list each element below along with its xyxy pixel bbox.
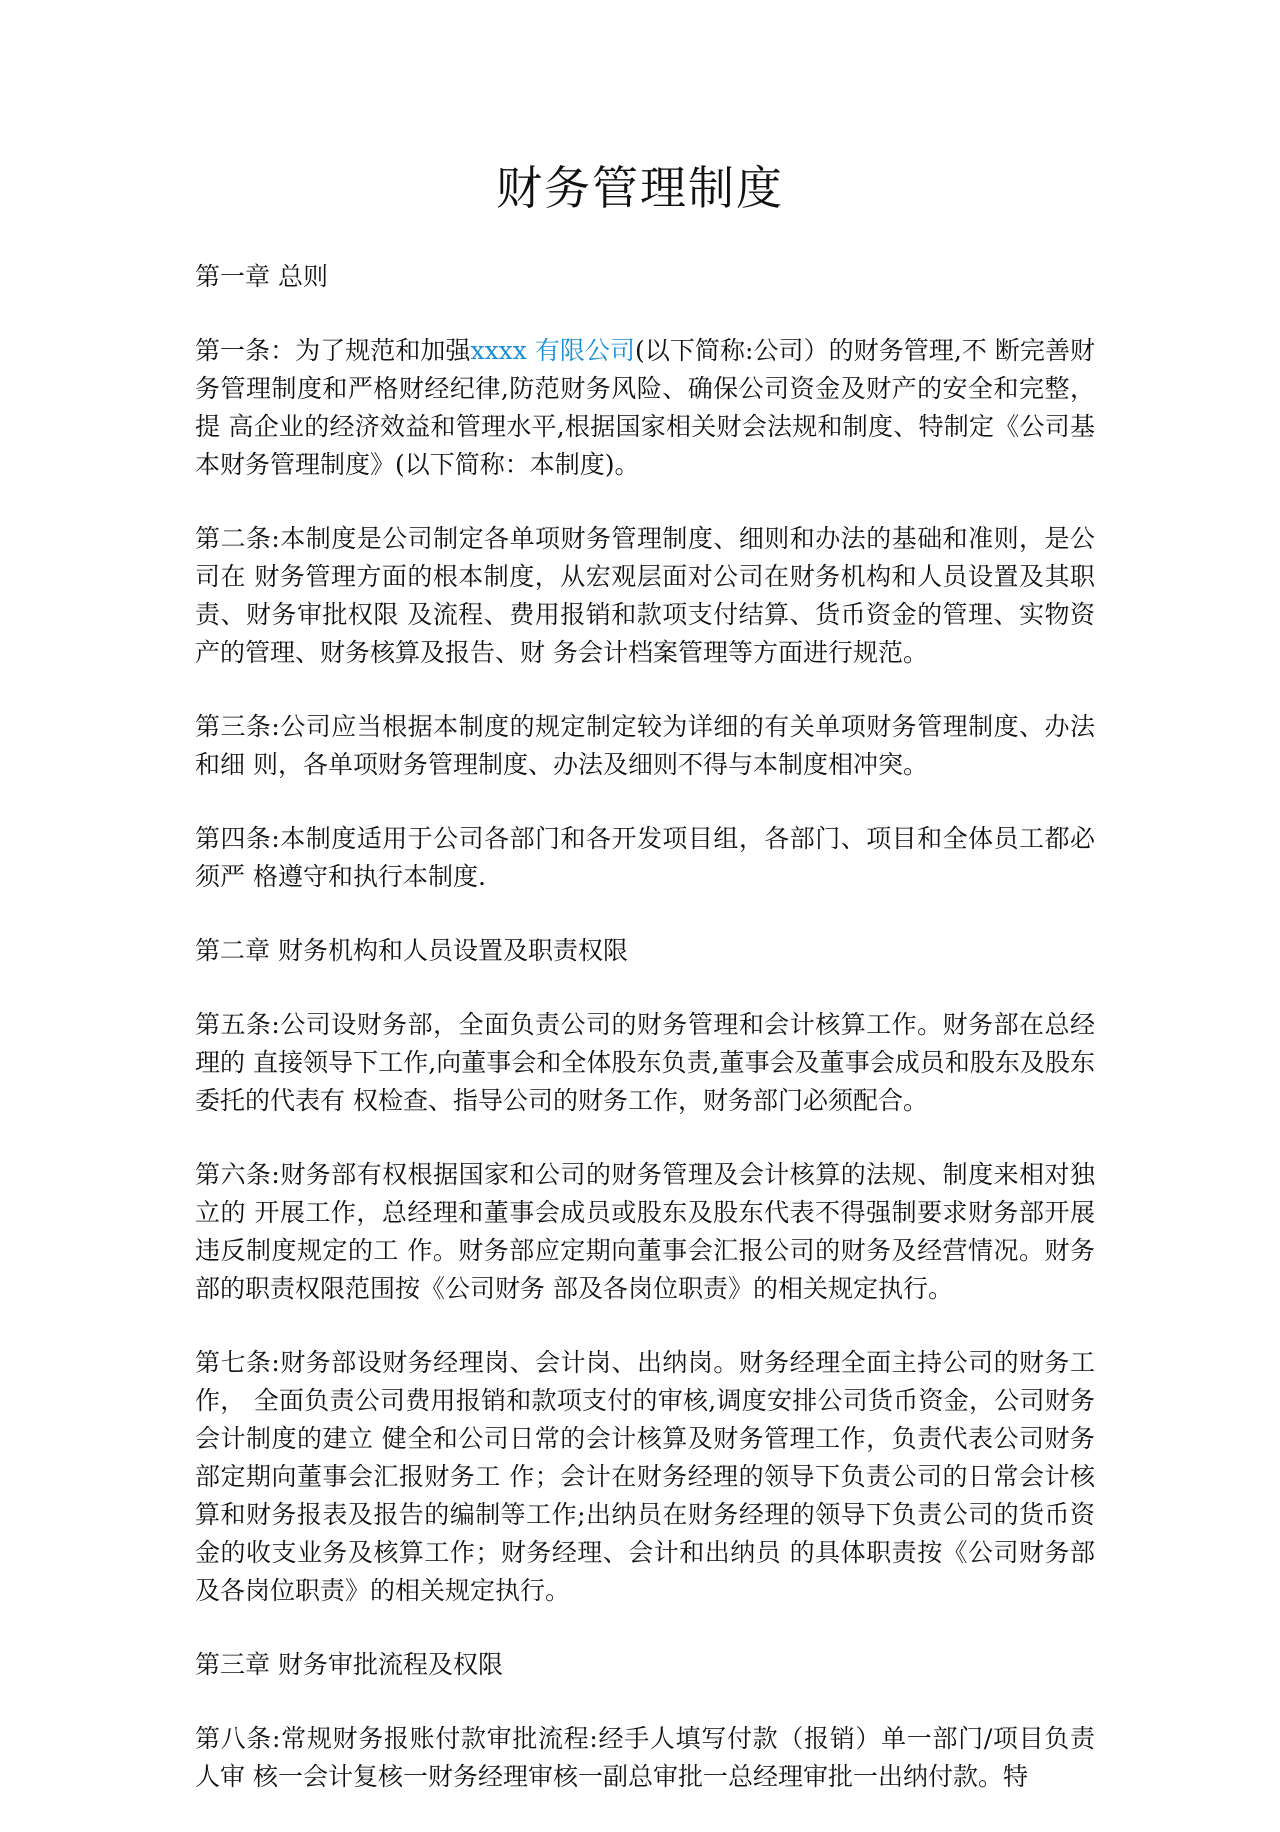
article-1-body: (以下简称:公司）的财务管理,不 断完善财务管理制度和严格财经纪律,防范财务风险、确保公司资金及财产的安全和完整，提 高企业的经济效益和管理水平,根据国家相关财会法规和制度、特制定《公司基本财务管理制度》(以下简称：本制度)。 [195, 336, 1095, 479]
chapter-2-heading: 第二章 财务机构和人员设置及职责权限 [195, 936, 628, 965]
chapter-3-heading: 第三章 财务审批流程及权限 [195, 1650, 503, 1679]
article-5: 第五条:公司设财务部，全面负责公司的财务管理和会计核算工作。财务部在总经理的 直接领导下工作,向董事会和全体股东负责,董事会及董事会成员和股东及股东委托的代表有 权检查、指导公司的财务工作，财务部门必须配合。 [195, 1010, 1095, 1115]
article-6: 第六条:财务部有权根据国家和公司的财务管理及会计核算的法规、制度来相对独立的 开展工作，总经理和董事会成员或股东及股东代表不得强制要求财务部开展违反制度规定的工 作。财务部应定期向董事会汇报公司的财务及经营情况。财务部的职责权限范围按《公司财务 部及各岗位职责》的相关规定执行。 [195, 1160, 1095, 1303]
article-2: 第二条:本制度是公司制定各单项财务管理制度、细则和办法的基础和准则，是公司在 财务管理方面的根本制度，从宏观层面对公司在财务机构和人员设置及其职责、财务审批权限 及流程、费用报销和款项支付结算、货币资金的管理、实物资产的管理、财务核算及报告、财 务会计档案管理等方面进行规范。 [195, 524, 1095, 667]
article-7: 第七条:财务部设财务经理岗、会计岗、出纳岗。财务经理全面主持公司的财务工作， 全面负责公司费用报销和款项支付的审核,调度安排公司货币资金，公司财务会计制度的建立 健全和公司日常的会计核算及财务管理工作，负责代表公司财务部定期向董事会汇报财务工 作；会计在财务经理的领导下负责公司的日常会计核算和财务报表及报告的编制等工作;出纳员在财务经理的领导下负责公司的货币资金的收支业务及核算工作；财务经理、会计和出纳员 的具体职责按《公司财务部及各岗位职责》的相关规定执行。 [195, 1348, 1095, 1605]
article-1-intro: 第一条：为了规范和加强 [195, 336, 471, 365]
document-body [195, 258, 1095, 1832]
article-1 [195, 332, 1095, 484]
chapter-1-heading: 第一章 总则 [195, 262, 328, 291]
article-8: 第八条:常规财务报账付款审批流程:经手人填写付款（报销）单一部门/项目负责人审 核一会计复核一财务经理审核一副总审批一总经理审批一出纳付款。特 [195, 1724, 1095, 1791]
article-4: 第四条:本制度适用于公司各部门和各开发项目组，各部门、项目和全体员工都必须严 格遵守和执行本制度. [195, 824, 1095, 891]
company-name-highlight: xxxx 有限公司 [470, 336, 636, 365]
article-3: 第三条:公司应当根据本制度的规定制定较为详细的有关单项财务管理制度、办法和细 则，各单项财务管理制度、办法及细则不得与本制度相冲突。 [195, 712, 1095, 779]
document-title: 财务管理制度 [496, 161, 784, 215]
